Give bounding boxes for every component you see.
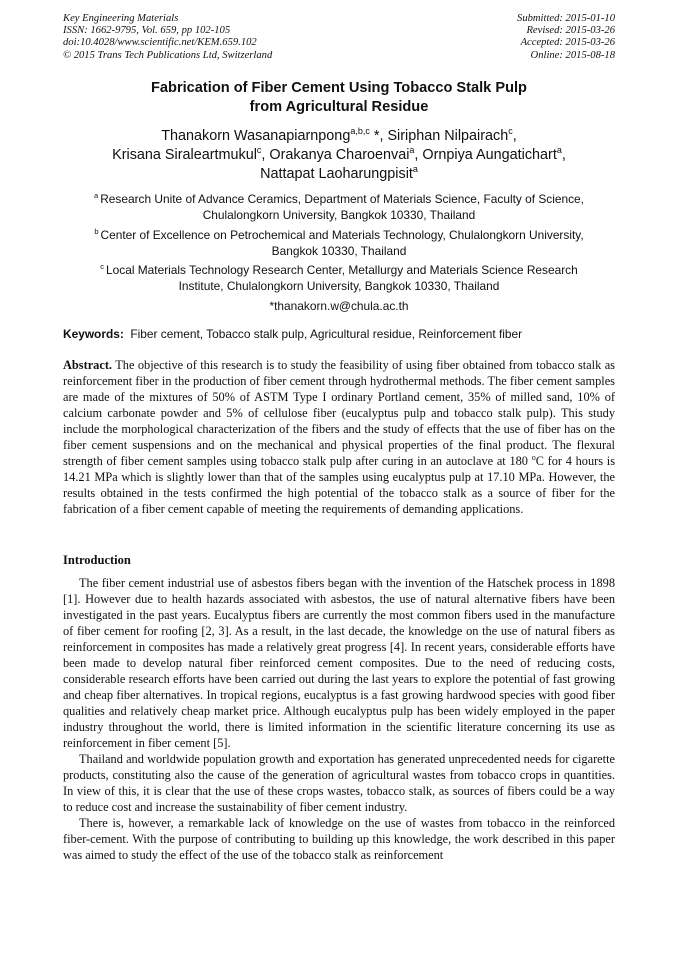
keywords-text: Fiber cement, Tobacco stalk pulp, Agricultural residue, Reinforcement fiber <box>130 327 523 341</box>
affiliation-c <box>63 263 615 294</box>
author-line-2 <box>63 146 615 165</box>
paragraph: There is, however, a remarkable lack of knowledge on the use of wastes from tobacco in the reinforced fiber-cement. With the purpose of contributing to building up this knowledge, the work described in this paper was aimed to study the effect of the use of the tobacco stalk as reinforcement <box>63 816 615 862</box>
abstract-label: Abstract. <box>63 358 113 372</box>
paragraph: The fiber cement industrial use of asbestos fibers began with the invention of the Hatschek process in 1898 [1]. However due to health hazards associated with asbestos, the use of natural alternative fibers have been investigated in the past years. Eucalyptus fibers are currently the most common fibers used in the manufacture of fiber cement for roofing [2, 3]. As a result, in the last decade, the knowledge on the use of natural fibers as reinforcement in composites has made a relatively great progress [4]. In recent years, considerable efforts have been made to develop natural fiber reinforced cement composites. Due to the need of reducing costs, considerable research efforts have been carried out during the last years to explore the potential of fast growing and cheap fiber alternatives. In tropical regions, eucalyptus is a fast growing hardwood species with good fiber qualities and relatively cheap market price. Although eucalyptus pulp has been widely employed in the paper industry throughout the world, there is limited information in the scientific literature concerning its use as reinforcement in fiber cement [5]. <box>63 576 615 750</box>
affiliation-c-line-2: Institute, Chulalongkorn University, Bangkok 10330, Thailand <box>178 278 500 293</box>
author-separator: , <box>561 147 566 164</box>
affiliation-c-line-1 <box>63 263 615 279</box>
journal-header-right <box>517 13 615 62</box>
title-line-1: Fabrication of Fiber Cement Using Tobacco Stalk Pulp <box>151 80 527 96</box>
date-submitted: Submitted: 2015-01-10 <box>517 13 615 24</box>
author-affiliation-mark: a,b,c <box>350 126 370 136</box>
keywords <box>63 327 615 342</box>
author-name: Ornpiya Aungatichart <box>422 147 557 164</box>
affiliation-text: Center of Excellence on Petrochemical and Materials Technology, Chulalongkorn University, <box>100 228 584 242</box>
author-line-3 <box>63 165 615 184</box>
author-separator: , <box>414 147 423 164</box>
abstract-text-continued: C for 4 hours is 14.21 MPa which is slightly lower than that of the samples using eucalyptus pulp at 17.10 MPa. However, the results obtained in the tests confirmed the high potential of the tobacco stalk as a source of fiber for the fabrication of a fiber cement capable of meeting the requirements of demanding applications. <box>63 454 616 516</box>
affiliation-text: Local Materials Technology Research Center, Metallurgy and Materials Science Research <box>106 263 578 277</box>
affiliation-text: Research Unite of Advance Ceramics, Department of Materials Science, Faculty of Science, <box>100 192 584 206</box>
paper-title <box>63 79 615 117</box>
affiliation-mark: b <box>94 227 99 236</box>
author-affiliation-mark: a <box>556 145 562 156</box>
author-separator: *, <box>369 128 388 144</box>
journal-issn: ISSN: 1662-9795, Vol. 659, pp 102-105 <box>63 25 231 37</box>
affiliation-a <box>63 192 615 223</box>
date-online: Online: 2015-08-18 <box>530 49 615 61</box>
keywords-label: Keywords: <box>63 327 124 341</box>
introduction-heading: Introduction <box>63 553 131 567</box>
journal-header-left <box>63 13 272 62</box>
author-list <box>63 127 615 185</box>
affiliation-a-line-1 <box>63 192 615 208</box>
abstract-text: The objective of this research is to study the feasibility of using fiber obtained from tobacco stalk as reinforcement fiber in the production of fiber cement through hydrothermal methods. The fiber cement samples are made of the mixtures of 50% of ASTM Type I ordinary Portland cement, 35% of milled sand, 10% of calcium carbonate powder and 5% of cellulose fiber (eucalyptus pulp and tobacco stalk pulp). This study include the morphological characterization of the fibers and the study of effects that the use of fiber has on the fiber cement suspensions and on the mechanical and physical properties of the final product. The flexural strength of fiber cement samples using tobacco stalk pulp after curing in an autoclave at 180 <box>63 358 615 468</box>
author-separator: , <box>512 128 517 144</box>
affiliation-mark: c <box>100 262 105 271</box>
date-revised: Revised: 2015-03-26 <box>526 25 615 37</box>
journal-name: Key Engineering Materials <box>63 13 179 24</box>
affiliation-b-line-2: Bangkok 10330, Thailand <box>271 243 407 258</box>
journal-doi[interactable]: doi:10.4028/www.scientific.net/KEM.659.102 <box>63 37 257 49</box>
author-name: Krisana Siraleartmukul <box>112 147 257 164</box>
author-name: Thanakorn Wasanapiarnpong <box>161 128 351 144</box>
author-name: Orakanya Charoenvai <box>269 147 410 164</box>
paragraph: Thailand and worldwide population growth and exportation has generated unprecedented needs for cigarette products, constituting also the cause of the generation of agricultural wastes from tobacco crops in quantities. In view of this, it is clear that the use of these crops wastes, tobacco stalk, as sources of fibers could be a way to reduce cost and increase the sustainability of fiber cement industry. <box>63 752 615 814</box>
author-separator: , <box>261 147 270 164</box>
abstract <box>63 357 615 517</box>
author-affiliation-mark: c <box>256 145 262 156</box>
author-affiliation-mark: c <box>508 126 513 136</box>
title-line-2: from Agricultural Residue <box>249 99 429 115</box>
degree-mark: o <box>531 453 536 462</box>
author-affiliation-mark: a <box>409 145 415 156</box>
affiliation-b <box>63 228 615 259</box>
author-name: Nattapat Laoharungpisit <box>260 166 413 183</box>
author-name: Siriphan Nilpairach <box>387 128 509 144</box>
corresponding-email[interactable]: *thanakorn.w@chula.ac.th <box>269 299 409 313</box>
journal-copyright: © 2015 Trans Tech Publications Ltd, Switzerland <box>63 49 273 61</box>
author-line-1 <box>63 127 615 146</box>
date-accepted: Accepted: 2015-03-26 <box>520 37 615 49</box>
affiliation-a-line-2: Chulalongkorn University, Bangkok 10330, Thailand <box>202 207 476 222</box>
introduction-body <box>63 575 615 863</box>
affiliation-b-line-1 <box>63 228 615 244</box>
author-affiliation-mark: a <box>412 164 418 175</box>
affiliation-mark: a <box>94 191 99 200</box>
